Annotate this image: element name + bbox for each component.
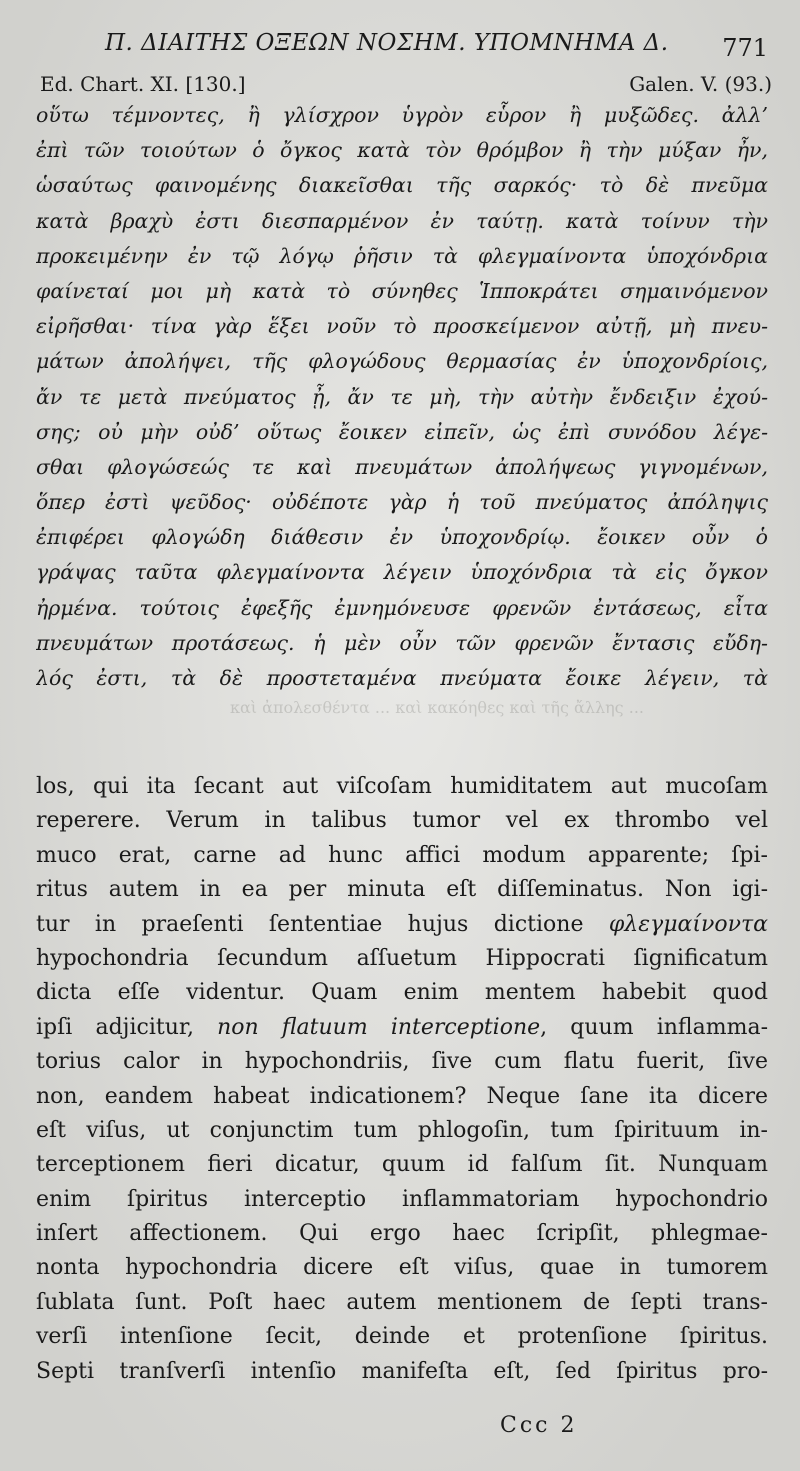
page-number: 771 (722, 34, 768, 62)
latin-line: eſt viſus, ut conjunctim tum phlogoſin, tum ſpirituum in- (36, 1117, 768, 1143)
greek-line: προκειμένην ἐν τῷ λόγῳ ῥῆσιν τὰ φλεγμαίνοντα ὑποχόνδρια (36, 243, 768, 268)
latin-line: los, qui ita ſecant aut viſcoſam humiditatem aut mucoſam (36, 774, 768, 799)
edition-reference-right: Galen. V. (93.) (629, 72, 772, 96)
greek-line: εἰρῆσθαι· τίνα γὰρ ἕξει νοῦν τὸ προσκείμενον αὐτῇ, μὴ πνευ- (36, 314, 768, 339)
greek-line: σθαι φλογώσεώς τε καὶ πνευμάτων ἀπολήψεως γιγνομένων, (36, 454, 768, 479)
latin-line: ſublata ſunt. Poſt haec autem mentionem de ſepti trans- (36, 1289, 768, 1315)
latin-line: terceptionem fieri dicatur, quum id falſum ſit. Nunquam (36, 1152, 768, 1178)
latin-line: reperere. Verum in talibus tumor vel ex thrombo vel (36, 808, 768, 834)
greek-line: γράψας ταῦτα φλεγμαίνοντα λέγειν ὑποχόνδρια τὰ εἰς ὄγκον (36, 560, 768, 585)
latin-line: nonta hypochondria dicere eſt viſus, quae in tumorem (36, 1255, 768, 1281)
greek-line: πνευμάτων προτάσεως. ἡ μὲν οὖν τῶν φρενῶν ἔντασις εὔδη- (36, 630, 768, 655)
latin-line: enim ſpiritus interceptio inflammatoriam hypochondrio (36, 1186, 768, 1212)
greek-line: οὕτω τέμνοντες, ἢ γλίσχρον ὑγρὸν εὗρον ἢ μυξῶδες. ἀλλ’ (36, 103, 768, 127)
greek-line: ἐπιφέρει φλογώδη διάθεσιν ἐν ὑποχονδρίῳ. ἔοικεν οὖν ὁ (36, 525, 768, 550)
latin-line: inſert affectionem. Qui ergo haec ſcripſit, phlegmae- (36, 1221, 768, 1247)
greek-line: σης; οὐ μὴν οὐδ’ οὕτως ἔοικεν εἰπεῖν, ὡς ἐπὶ συνόδου λέγε- (36, 419, 768, 444)
edition-reference-line (40, 72, 772, 96)
greek-term: φλεγμαίνοντα (608, 911, 768, 937)
greek-line: κατὰ βραχὺ ἐστι διεσπαρμένον ἐν ταύτῃ. κατὰ τοίνυν τὴν (36, 208, 768, 233)
greek-line: μάτων ἀπολήψει, τῆς φλογώδους θερμασίας ἐν ὑποχονδρίοις, (36, 349, 768, 374)
running-head: Π. ΔΙΑΙΤΗΣ ΟΞΕΩΝ ΝΟΣΗΜ. ΥΠΟΜΝΗΜΑ Δ. (105, 30, 669, 56)
greek-line: ὅπερ ἐστὶ ψεῦδος· οὐδέποτε γὰρ ἡ τοῦ πνεύματος ἀπόληψις (36, 490, 768, 515)
greek-line: ἄν τε μετὰ πνεύματος ᾖ, ἄν τε μὴ, τὴν αὐτὴν ἔνδειξιν ἐχού- (36, 384, 768, 409)
latin-line: muco erat, carne ad hunc affici modum apparente; ſpi- (36, 842, 768, 868)
latin-line: torius calor in hypochondriis, ſive cum flatu fuerit, ſive (36, 1049, 768, 1075)
latin-text-block (36, 770, 768, 1389)
bleed-through-text: καὶ ἀπολεσθέντα ... καὶ κακόηθες καὶ τῆς ἄλλης ... (230, 698, 644, 717)
latin-line: non, eandem habeat indicationem? Neque ſane ita dicere (36, 1083, 768, 1109)
greek-line: ὡσαύτως φαινομένης διακεῖσθαι τῆς σαρκός· τὸ δὲ πνεῦμα (36, 173, 768, 198)
latin-line: verſi intenſione ſecit, deinde et protenſione ſpiritus. (36, 1324, 768, 1350)
signature-mark: Ccc 2 (500, 1413, 578, 1438)
latin-line: hypochondria ſecundum aſſuetum Hippocrati ſignificatum (36, 945, 768, 971)
greek-line: λός ἐστι, τὰ δὲ προστεταμένα πνεύματα ἔοικε λέγειν, τὰ (36, 666, 768, 690)
greek-line: ἐπὶ τῶν τοιούτων ὁ ὄγκος κατὰ τὸν θρόμβον ἢ τὴν μύξαν ἦν, (36, 138, 768, 163)
latin-line: ipſi adjicitur, non flatuum interceptione, quum inflamma- (36, 1014, 768, 1040)
latin-line: ritus autem in ea per minuta eſt diſſeminatus. Non igi- (36, 877, 768, 903)
latin-line: tur in praeſenti ſententiae hujus dictione φλεγμαίνοντα (36, 911, 768, 937)
italic-phrase: non flatuum interceptione (217, 1014, 541, 1040)
greek-text-block (36, 98, 768, 696)
edition-reference-left: Ed. Chart. XI. [130.] (40, 72, 246, 96)
greek-line: ἠρμένα. τούτοις ἐφεξῆς ἐμνημόνευσε φρενῶν ἐντάσεως, εἶτα (36, 595, 768, 620)
latin-line: Septi tranſverſi intenſio manifeſta eſt, ſed ſpiritus pro- (36, 1358, 768, 1384)
latin-line: dicta eſſe videntur. Quam enim mentem habebit quod (36, 980, 768, 1006)
greek-line: φαίνεταί μοι μὴ κατὰ τὸ σύνηθες Ἱπποκράτει σημαινόμενον (36, 278, 768, 303)
